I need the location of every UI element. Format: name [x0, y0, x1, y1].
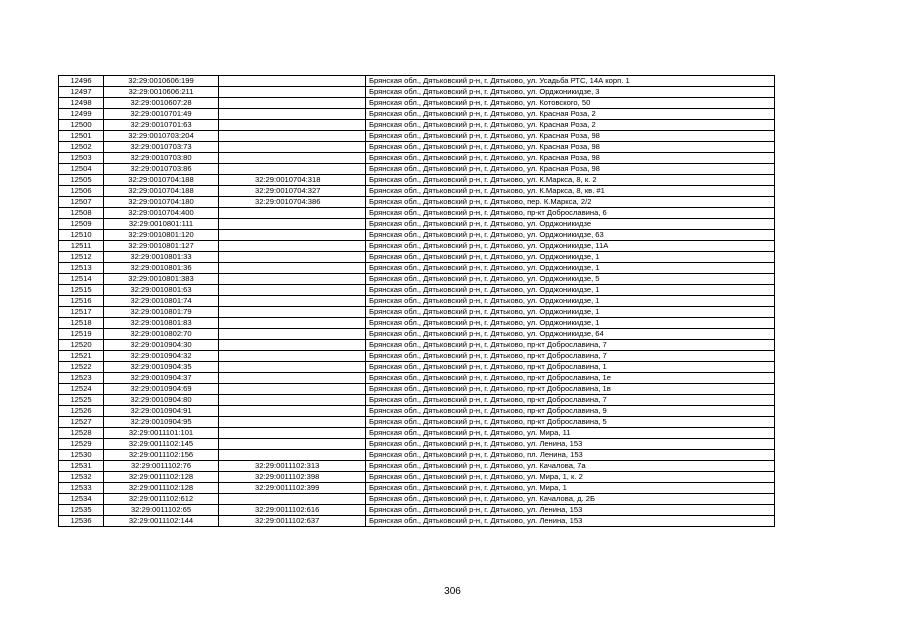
address-cell: Брянская обл., Дятьковский р-н, г. Дятьково, пр-кт Доброславина, 1е: [366, 373, 775, 384]
row-number-cell: 12526: [59, 406, 104, 417]
linked-cadastral-number-cell: 32:29:0011102:313: [219, 461, 366, 472]
address-cell: Брянская обл., Дятьковский р-н, г. Дятьково, ул. Орджоникидзе: [366, 219, 775, 230]
linked-cadastral-number-cell: [219, 241, 366, 252]
table-row: [59, 351, 775, 362]
table-row: [59, 417, 775, 428]
table-row: [59, 109, 775, 120]
linked-cadastral-number-cell: [219, 263, 366, 274]
registry-table-body: [59, 76, 775, 527]
table-row: [59, 483, 775, 494]
cadastral-number-cell: 32:29:0010801:79: [104, 307, 219, 318]
address-cell: Брянская обл., Дятьковский р-н, г. Дятьково, ул. Орджоникидзе, 1: [366, 318, 775, 329]
row-number-cell: 12531: [59, 461, 104, 472]
linked-cadastral-number-cell: [219, 494, 366, 505]
linked-cadastral-number-cell: [219, 351, 366, 362]
address-cell: Брянская обл., Дятьковский р-н, г. Дятьково, пр-кт Доброславина, 7: [366, 351, 775, 362]
linked-cadastral-number-cell: 32:29:0010704:386: [219, 197, 366, 208]
row-number-cell: 12523: [59, 373, 104, 384]
linked-cadastral-number-cell: 32:29:0010704:318: [219, 175, 366, 186]
address-cell: Брянская обл., Дятьковский р-н, г. Дятьково, ул. К.Маркса, 8, к. 2: [366, 175, 775, 186]
cadastral-number-cell: 32:29:0010606:199: [104, 76, 219, 87]
linked-cadastral-number-cell: [219, 153, 366, 164]
linked-cadastral-number-cell: [219, 329, 366, 340]
row-number-cell: 12498: [59, 98, 104, 109]
address-cell: Брянская обл., Дятьковский р-н, г. Дятьково, ул. Мира, 1: [366, 483, 775, 494]
table-row: [59, 197, 775, 208]
table-row: [59, 131, 775, 142]
row-number-cell: 12536: [59, 516, 104, 527]
table-row: [59, 505, 775, 516]
cadastral-number-cell: 32:29:0010904:30: [104, 340, 219, 351]
cadastral-number-cell: 32:29:0010801:383: [104, 274, 219, 285]
address-cell: Брянская обл., Дятьковский р-н, г. Дятьково, ул. Красная Роза, 98: [366, 164, 775, 175]
cadastral-number-cell: 32:29:0010801:120: [104, 230, 219, 241]
table-row: [59, 153, 775, 164]
row-number-cell: 12534: [59, 494, 104, 505]
row-number-cell: 12521: [59, 351, 104, 362]
row-number-cell: 12502: [59, 142, 104, 153]
linked-cadastral-number-cell: [219, 340, 366, 351]
address-cell: Брянская обл., Дятьковский р-н, г. Дятьково, пр-кт Доброславина, 6: [366, 208, 775, 219]
table-row: [59, 329, 775, 340]
cadastral-number-cell: 32:29:0011102:156: [104, 450, 219, 461]
row-number-cell: 12532: [59, 472, 104, 483]
address-cell: Брянская обл., Дятьковский р-н, г. Дятьково, ул. Усадьба РТС, 14А корп. 1: [366, 76, 775, 87]
cadastral-number-cell: 32:29:0010607:28: [104, 98, 219, 109]
linked-cadastral-number-cell: [219, 87, 366, 98]
linked-cadastral-number-cell: 32:29:0011102:398: [219, 472, 366, 483]
linked-cadastral-number-cell: [219, 384, 366, 395]
table-row: [59, 230, 775, 241]
table-row: [59, 439, 775, 450]
table-row: [59, 494, 775, 505]
address-cell: Брянская обл., Дятьковский р-н, г. Дятьково, пл. Ленина, 153: [366, 450, 775, 461]
linked-cadastral-number-cell: [219, 98, 366, 109]
table-row: [59, 186, 775, 197]
address-cell: Брянская обл., Дятьковский р-н, г. Дятьково, ул. Орджоникидзе, 1: [366, 285, 775, 296]
row-number-cell: 12533: [59, 483, 104, 494]
row-number-cell: 12512: [59, 252, 104, 263]
row-number-cell: 12525: [59, 395, 104, 406]
cadastral-number-cell: 32:29:0010704:180: [104, 197, 219, 208]
address-cell: Брянская обл., Дятьковский р-н, г. Дятьково, пр-кт Доброславина, 7: [366, 395, 775, 406]
row-number-cell: 12527: [59, 417, 104, 428]
row-number-cell: 12506: [59, 186, 104, 197]
cadastral-number-cell: 32:29:0010801:83: [104, 318, 219, 329]
linked-cadastral-number-cell: [219, 318, 366, 329]
table-row: [59, 461, 775, 472]
address-cell: Брянская обл., Дятьковский р-н, г. Дятьково, ул. Красная Роза, 98: [366, 142, 775, 153]
address-cell: Брянская обл., Дятьковский р-н, г. Дятьково, пр-кт Доброславина, 1в: [366, 384, 775, 395]
cadastral-number-cell: 32:29:0011102:128: [104, 483, 219, 494]
linked-cadastral-number-cell: [219, 439, 366, 450]
row-number-cell: 12510: [59, 230, 104, 241]
address-cell: Брянская обл., Дятьковский р-н, г. Дятьково, ул. Качалова, д. 2Б: [366, 494, 775, 505]
table-row: [59, 241, 775, 252]
row-number-cell: 12500: [59, 120, 104, 131]
address-cell: Брянская обл., Дятьковский р-н, г. Дятьково, ул. Орджоникидзе, 64: [366, 329, 775, 340]
linked-cadastral-number-cell: [219, 142, 366, 153]
table-row: [59, 340, 775, 351]
address-cell: Брянская обл., Дятьковский р-н, г. Дятьково, ул. К.Маркса, 8, кв. #1: [366, 186, 775, 197]
address-cell: Брянская обл., Дятьковский р-н, г. Дятьково, ул. Орджоникидзе, 1: [366, 252, 775, 263]
cadastral-number-cell: 32:29:0010606:211: [104, 87, 219, 98]
row-number-cell: 12518: [59, 318, 104, 329]
table-row: [59, 450, 775, 461]
table-row: [59, 164, 775, 175]
linked-cadastral-number-cell: [219, 219, 366, 230]
linked-cadastral-number-cell: [219, 109, 366, 120]
row-number-cell: 12496: [59, 76, 104, 87]
cadastral-number-cell: 32:29:0010801:33: [104, 252, 219, 263]
address-cell: Брянская обл., Дятьковский р-н, г. Дятьково, ул. Орджоникидзе, 5: [366, 274, 775, 285]
linked-cadastral-number-cell: 32:29:0011102:637: [219, 516, 366, 527]
linked-cadastral-number-cell: 32:29:0011102:616: [219, 505, 366, 516]
cadastral-number-cell: 32:29:0010801:127: [104, 241, 219, 252]
linked-cadastral-number-cell: [219, 208, 366, 219]
cadastral-number-cell: 32:29:0010801:36: [104, 263, 219, 274]
table-row: [59, 120, 775, 131]
address-cell: Брянская обл., Дятьковский р-н, г. Дятьково, пр-кт Доброславина, 7: [366, 340, 775, 351]
row-number-cell: 12497: [59, 87, 104, 98]
cadastral-number-cell: 32:29:0011102:612: [104, 494, 219, 505]
table-row: [59, 219, 775, 230]
row-number-cell: 12520: [59, 340, 104, 351]
linked-cadastral-number-cell: 32:29:0011102:399: [219, 483, 366, 494]
row-number-cell: 12519: [59, 329, 104, 340]
table-row: [59, 296, 775, 307]
row-number-cell: 12514: [59, 274, 104, 285]
table-row: [59, 208, 775, 219]
address-cell: Брянская обл., Дятьковский р-н, г. Дятьково, ул. Качалова, 7а: [366, 461, 775, 472]
cadastral-number-cell: 32:29:0011102:65: [104, 505, 219, 516]
table-row: [59, 87, 775, 98]
linked-cadastral-number-cell: [219, 274, 366, 285]
cadastral-number-cell: 32:29:0010801:63: [104, 285, 219, 296]
address-cell: Брянская обл., Дятьковский р-н, г. Дятьково, ул. Орджоникидзе, 1: [366, 307, 775, 318]
cadastral-number-cell: 32:29:0010904:69: [104, 384, 219, 395]
table-row: [59, 252, 775, 263]
address-cell: Брянская обл., Дятьковский р-н, г. Дятьково, пр-кт Доброславина, 1: [366, 362, 775, 373]
cadastral-number-cell: 32:29:0010904:37: [104, 373, 219, 384]
linked-cadastral-number-cell: [219, 164, 366, 175]
row-number-cell: 12528: [59, 428, 104, 439]
address-cell: Брянская обл., Дятьковский р-н, г. Дятьково, ул. Орджоникидзе, 3: [366, 87, 775, 98]
cadastral-number-cell: 32:29:0010704:188: [104, 175, 219, 186]
table-row: [59, 428, 775, 439]
cadastral-number-cell: 32:29:0011101:101: [104, 428, 219, 439]
row-number-cell: 12516: [59, 296, 104, 307]
linked-cadastral-number-cell: [219, 230, 366, 241]
table-row: [59, 98, 775, 109]
table-row: [59, 406, 775, 417]
linked-cadastral-number-cell: [219, 373, 366, 384]
address-cell: Брянская обл., Дятьковский р-н, г. Дятьково, ул. Ленина, 153: [366, 505, 775, 516]
table-row: [59, 384, 775, 395]
registry-table: [58, 75, 775, 527]
cadastral-number-cell: 32:29:0010801:74: [104, 296, 219, 307]
cadastral-number-cell: 32:29:0011102:144: [104, 516, 219, 527]
table-row: [59, 175, 775, 186]
address-cell: Брянская обл., Дятьковский р-н, г. Дятьково, ул. Красная Роза, 2: [366, 109, 775, 120]
row-number-cell: 12509: [59, 219, 104, 230]
row-number-cell: 12511: [59, 241, 104, 252]
row-number-cell: 12505: [59, 175, 104, 186]
linked-cadastral-number-cell: [219, 428, 366, 439]
row-number-cell: 12535: [59, 505, 104, 516]
linked-cadastral-number-cell: [219, 362, 366, 373]
row-number-cell: 12501: [59, 131, 104, 142]
row-number-cell: 12504: [59, 164, 104, 175]
table-row: [59, 263, 775, 274]
cadastral-number-cell: 32:29:0011102:145: [104, 439, 219, 450]
address-cell: Брянская обл., Дятьковский р-н, г. Дятьково, пер. К.Маркса, 2/2: [366, 197, 775, 208]
linked-cadastral-number-cell: [219, 131, 366, 142]
row-number-cell: 12499: [59, 109, 104, 120]
cadastral-number-cell: 32:29:0010904:32: [104, 351, 219, 362]
row-number-cell: 12515: [59, 285, 104, 296]
cadastral-number-cell: 32:29:0010703:73: [104, 142, 219, 153]
table-row: [59, 362, 775, 373]
cadastral-number-cell: 32:29:0010802:70: [104, 329, 219, 340]
linked-cadastral-number-cell: 32:29:0010704:327: [219, 186, 366, 197]
table-row: [59, 472, 775, 483]
cadastral-number-cell: 32:29:0011102:76: [104, 461, 219, 472]
cadastral-number-cell: 32:29:0011102:128: [104, 472, 219, 483]
table-row: [59, 274, 775, 285]
cadastral-number-cell: 32:29:0010904:95: [104, 417, 219, 428]
cadastral-number-cell: 32:29:0010701:63: [104, 120, 219, 131]
address-cell: Брянская обл., Дятьковский р-н, г. Дятьково, ул. Ленина, 153: [366, 516, 775, 527]
cadastral-number-cell: 32:29:0010801:111: [104, 219, 219, 230]
cadastral-number-cell: 32:29:0010904:80: [104, 395, 219, 406]
cadastral-number-cell: 32:29:0010703:204: [104, 131, 219, 142]
table-row: [59, 516, 775, 527]
address-cell: Брянская обл., Дятьковский р-н, г. Дятьково, ул. Котовского, 50: [366, 98, 775, 109]
address-cell: Брянская обл., Дятьковский р-н, г. Дятьково, ул. Ленина, 153: [366, 439, 775, 450]
cadastral-number-cell: 32:29:0010701:49: [104, 109, 219, 120]
row-number-cell: 12524: [59, 384, 104, 395]
table-row: [59, 318, 775, 329]
address-cell: Брянская обл., Дятьковский р-н, г. Дятьково, ул. Орджоникидзе, 1: [366, 263, 775, 274]
cadastral-number-cell: 32:29:0010904:91: [104, 406, 219, 417]
cadastral-number-cell: 32:29:0010704:188: [104, 186, 219, 197]
row-number-cell: 12522: [59, 362, 104, 373]
address-cell: Брянская обл., Дятьковский р-н, г. Дятьково, ул. Орджоникидзе, 11А: [366, 241, 775, 252]
linked-cadastral-number-cell: [219, 285, 366, 296]
row-number-cell: 12513: [59, 263, 104, 274]
row-number-cell: 12508: [59, 208, 104, 219]
table-row: [59, 142, 775, 153]
cadastral-number-cell: 32:29:0010703:86: [104, 164, 219, 175]
cadastral-number-cell: 32:29:0010703:80: [104, 153, 219, 164]
row-number-cell: 12507: [59, 197, 104, 208]
linked-cadastral-number-cell: [219, 120, 366, 131]
address-cell: Брянская обл., Дятьковский р-н, г. Дятьково, ул. Красная Роза, 98: [366, 131, 775, 142]
linked-cadastral-number-cell: [219, 395, 366, 406]
table-row: [59, 307, 775, 318]
table-row: [59, 285, 775, 296]
address-cell: Брянская обл., Дятьковский р-н, г. Дятьково, ул. Мира, 1, к. 2: [366, 472, 775, 483]
page-number: 306: [444, 586, 461, 597]
address-cell: Брянская обл., Дятьковский р-н, г. Дятьково, ул. Орджоникидзе, 63: [366, 230, 775, 241]
address-cell: Брянская обл., Дятьковский р-н, г. Дятьково, пр-кт Доброславина, 5: [366, 417, 775, 428]
table-row: [59, 395, 775, 406]
row-number-cell: 12517: [59, 307, 104, 318]
linked-cadastral-number-cell: [219, 406, 366, 417]
address-cell: Брянская обл., Дятьковский р-н, г. Дятьково, пр-кт Доброславина, 9: [366, 406, 775, 417]
table-row: [59, 76, 775, 87]
address-cell: Брянская обл., Дятьковский р-н, г. Дятьково, ул. Красная Роза, 2: [366, 120, 775, 131]
linked-cadastral-number-cell: [219, 76, 366, 87]
cadastral-number-cell: 32:29:0010904:35: [104, 362, 219, 373]
linked-cadastral-number-cell: [219, 252, 366, 263]
linked-cadastral-number-cell: [219, 296, 366, 307]
row-number-cell: 12503: [59, 153, 104, 164]
linked-cadastral-number-cell: [219, 417, 366, 428]
row-number-cell: 12530: [59, 450, 104, 461]
linked-cadastral-number-cell: [219, 307, 366, 318]
address-cell: Брянская обл., Дятьковский р-н, г. Дятьково, ул. Красная Роза, 98: [366, 153, 775, 164]
linked-cadastral-number-cell: [219, 450, 366, 461]
cadastral-number-cell: 32:29:0010704:400: [104, 208, 219, 219]
address-cell: Брянская обл., Дятьковский р-н, г. Дятьково, ул. Орджоникидзе, 1: [366, 296, 775, 307]
row-number-cell: 12529: [59, 439, 104, 450]
address-cell: Брянская обл., Дятьковский р-н, г. Дятьково, ул. Мира, 11: [366, 428, 775, 439]
table-row: [59, 373, 775, 384]
